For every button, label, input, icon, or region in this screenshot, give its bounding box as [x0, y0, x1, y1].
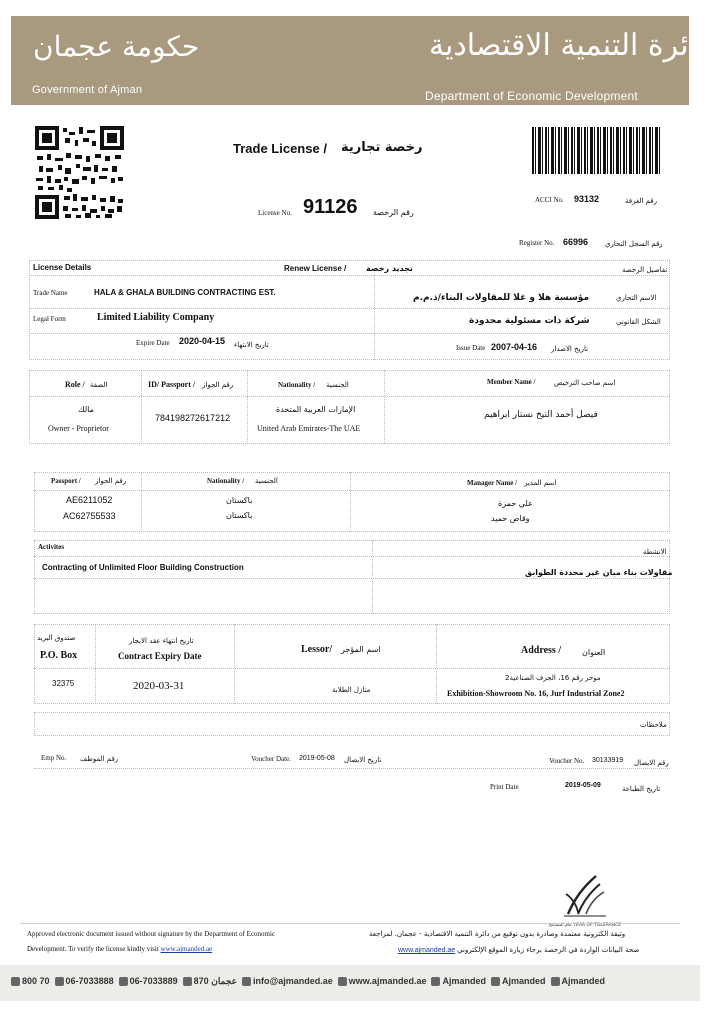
license-details-label: License Details — [33, 263, 92, 272]
po-box-label-arabic: صندوق البريد — [37, 634, 76, 642]
voucher-date-label: Voucher Date. — [251, 755, 291, 763]
manager-name-label: Manager Name / — [467, 479, 518, 487]
ded-logo-english: Department of Economic Development — [425, 89, 638, 103]
license-details-label-arabic: تفاصيل الرخصة — [622, 266, 668, 274]
footer-phone2: 06-7033888 — [65, 976, 114, 986]
manager-passport-label-arabic: رقم الجواز — [95, 477, 127, 485]
voucher-no-label: Voucher No. — [549, 757, 585, 765]
manager-nationality-2: باكستان — [226, 511, 253, 520]
manager-passport-2: AC62755533 — [63, 511, 116, 521]
fax-icon — [119, 977, 128, 986]
nationality-label-arabic: الجنسية — [326, 381, 349, 389]
address-label: Address / — [521, 645, 562, 656]
twitter-icon — [491, 977, 500, 986]
activities-label-arabic: الانشطة — [643, 548, 667, 556]
renew-license-arabic: تجديد رخصة — [366, 264, 413, 273]
member-name-arabic: فيصل أحمد التيخ نستار ابراهيم — [484, 410, 598, 420]
barcode-icon — [532, 127, 662, 174]
manager-passport-label: Passport / — [51, 477, 81, 485]
license-no-value: 91126 — [303, 196, 358, 218]
member-name-label: Member Name / — [487, 378, 536, 386]
ajman-government-logo-arabic: حكومة عجمان — [33, 30, 200, 63]
footer-email[interactable]: info@ajmanded.ae — [252, 976, 333, 986]
lessor-value: منازل الطلابة — [332, 686, 371, 694]
expire-date-label: Expire Date — [136, 339, 170, 347]
activities-box — [34, 540, 673, 614]
voucher-date-value: 2019-05-08 — [299, 755, 335, 762]
verify-link-english[interactable]: www.ajmanded.ae — [160, 945, 213, 953]
issue-date-label-arabic: تاريخ الاصدار — [551, 345, 589, 353]
footer-contacts — [11, 976, 605, 987]
member-passport: 784198272617212 — [155, 413, 231, 423]
register-no-label: Register No. — [519, 239, 555, 247]
globe-icon — [338, 977, 347, 986]
manager-nationality-label-arabic: الجنسية — [255, 477, 278, 485]
voucher-no-label-arabic: رقم الايصال — [634, 759, 669, 767]
emp-no-label-arabic: رقم الموظف — [80, 755, 119, 763]
facebook-icon — [551, 977, 560, 986]
address-english: Exhibition-Showroom No. 16, Jurf Industrial Zone2 — [447, 689, 625, 698]
manager-nationality-label: Nationality / — [207, 477, 245, 485]
acci-no-label-arabic: رقم الغرفة — [625, 197, 658, 205]
footer-pobox: 870 عجمان — [193, 976, 237, 986]
emp-no-label: Emp No. — [41, 754, 67, 762]
remarks-box — [34, 712, 670, 736]
issue-date-label: Issue Date — [456, 344, 486, 352]
year-of-tolerance-logo — [548, 870, 622, 928]
managers-box — [34, 472, 670, 532]
legal-form-label: Legal Form — [33, 315, 66, 323]
contract-expiry-value: 2020-03-31 — [133, 680, 185, 692]
disclaimer-arabic-line1: وثيقة الكترونية معتمدة وصادرة بدون توقيع من دائرة التنمية الاقتصادية - عجمان. لمراجعة — [369, 930, 626, 938]
member-nationality-english: United Arab Emirates-The UAE — [257, 424, 361, 433]
instagram-icon — [431, 977, 440, 986]
footer-fax: 06-7033889 — [129, 976, 178, 986]
po-box-value: 32375 — [52, 679, 75, 688]
acci-no-label: ACCI No. — [535, 196, 564, 204]
contract-expiry-label-arabic: تاريخ انتهاء عقد الايجار — [129, 637, 194, 645]
remarks-label-arabic: ملاحظات — [640, 721, 667, 729]
title-arabic: رخصة تجارية — [341, 140, 423, 155]
trade-name-english: HALA & GHALA BUILDING CONTRACTING EST. — [94, 288, 276, 297]
member-nationality-arabic: الإمارات العربية المتحدة — [276, 405, 356, 414]
nationality-label: Nationality / — [278, 381, 316, 389]
footer-social3: Ajmanded — [561, 976, 606, 986]
header-band — [11, 16, 710, 105]
lessor-label: Lessor/ — [301, 644, 333, 655]
manager-name-1: علي حمزة — [498, 499, 533, 508]
mailbox-icon — [183, 977, 192, 986]
role-label-arabic: الصفة — [90, 381, 108, 389]
print-date-label: Print Date — [490, 783, 519, 791]
footer-phone1: 800 70 — [22, 976, 50, 986]
lessor-label-arabic: اسم المؤجر — [341, 645, 381, 654]
trade-name-label-arabic: الاسم التجاري — [616, 294, 657, 302]
print-date-label-arabic: تاريخ الطباعة — [622, 785, 661, 793]
activity-english: Contracting of Unlimited Floor Building Construction — [42, 563, 244, 572]
role-label: Role / — [65, 380, 85, 389]
footer-web[interactable]: www.ajmanded.ae — [348, 976, 427, 986]
member-role-arabic: مالك — [78, 405, 94, 414]
trade-name-arabic: مؤسسة هلا و غلا للمقاولات البناء/ذ.م.م — [413, 293, 590, 303]
acci-no-value: 93132 — [574, 194, 600, 204]
legal-form-english: Limited Liability Company — [97, 312, 215, 323]
activities-label: Activites — [38, 543, 65, 551]
year-of-tolerance-logo-text: عام التسامح YEAR OF TOLERANCE — [548, 923, 622, 928]
email-icon — [242, 977, 251, 986]
trade-name-label: Trade Name — [33, 289, 68, 297]
voucher-date-label-arabic: تاريخ الايصال — [344, 756, 382, 764]
activity-arabic: مقاولات بناء مبان غير محددة الطوابق — [525, 568, 673, 577]
legal-form-label-arabic: الشكل القانوني — [616, 318, 661, 326]
manager-name-label-arabic: اسم المدير — [524, 479, 557, 487]
passport-label: ID/ Passport / — [148, 380, 196, 389]
qr-code-icon — [35, 126, 124, 219]
po-box-label: P.O. Box — [40, 650, 78, 661]
passport-label-arabic: رقم الجواز — [202, 381, 234, 389]
phone-icon — [11, 977, 20, 986]
phone-icon — [55, 977, 64, 986]
manager-passport-1: AE6211052 — [66, 495, 113, 505]
legal-form-arabic: شركة ذات مسئولية محدودة — [469, 316, 590, 326]
footer-social2: Ajmanded — [502, 976, 546, 986]
register-no-label-arabic: رقم السجل التجاري — [605, 240, 663, 248]
verify-link-arabic[interactable]: www.ajmanded.ae — [398, 947, 456, 954]
license-no-label: License No. — [258, 209, 292, 217]
member-role-english: Owner - Proprietor — [48, 424, 109, 433]
ded-logo-arabic: دائرة التنمية الاقتصادية — [429, 28, 710, 63]
address-label-arabic: العنوان — [582, 648, 606, 657]
disclaimer-arabic-line2: www.ajmanded.ae صحة البيانات الواردة في الرخصة برجاء زيارة الموقع الإلكتروني — [398, 946, 640, 954]
disclaimer-english-line2: Development. To verify the license kindly visit www.ajmanded.ae — [27, 945, 213, 953]
license-no-label-arabic: رقم الرخصة — [373, 208, 414, 217]
disclaimer-english-line1: Approved electronic document issued without signature by the Department of Economic — [27, 930, 276, 938]
issue-date-value: 2007-04-16 — [491, 342, 538, 352]
member-name-label-arabic: اسم صاحب الترخيص — [554, 379, 616, 387]
footer-social1: Ajmanded — [442, 976, 486, 986]
print-date-value: 2019-05-09 — [565, 782, 601, 789]
expire-date-label-arabic: تاريخ الانتهاء — [234, 341, 269, 349]
manager-nationality-1: باكستان — [226, 496, 253, 505]
contract-expiry-label: Contract Expiry Date — [118, 651, 202, 661]
register-no-value: 66996 — [563, 237, 589, 247]
address-arabic: موحر رقم 16، الجرف الصناعية2 — [505, 674, 601, 682]
voucher-no-value: 30133919 — [592, 757, 624, 764]
manager-name-2: وقاص حميد — [491, 514, 530, 523]
ajman-government-logo-english: Government of Ajman — [32, 84, 143, 96]
title-english: Trade License / — [233, 141, 327, 156]
expire-date-value: 2020-04-15 — [179, 336, 226, 346]
renew-license-english: Renew License / — [284, 264, 347, 273]
